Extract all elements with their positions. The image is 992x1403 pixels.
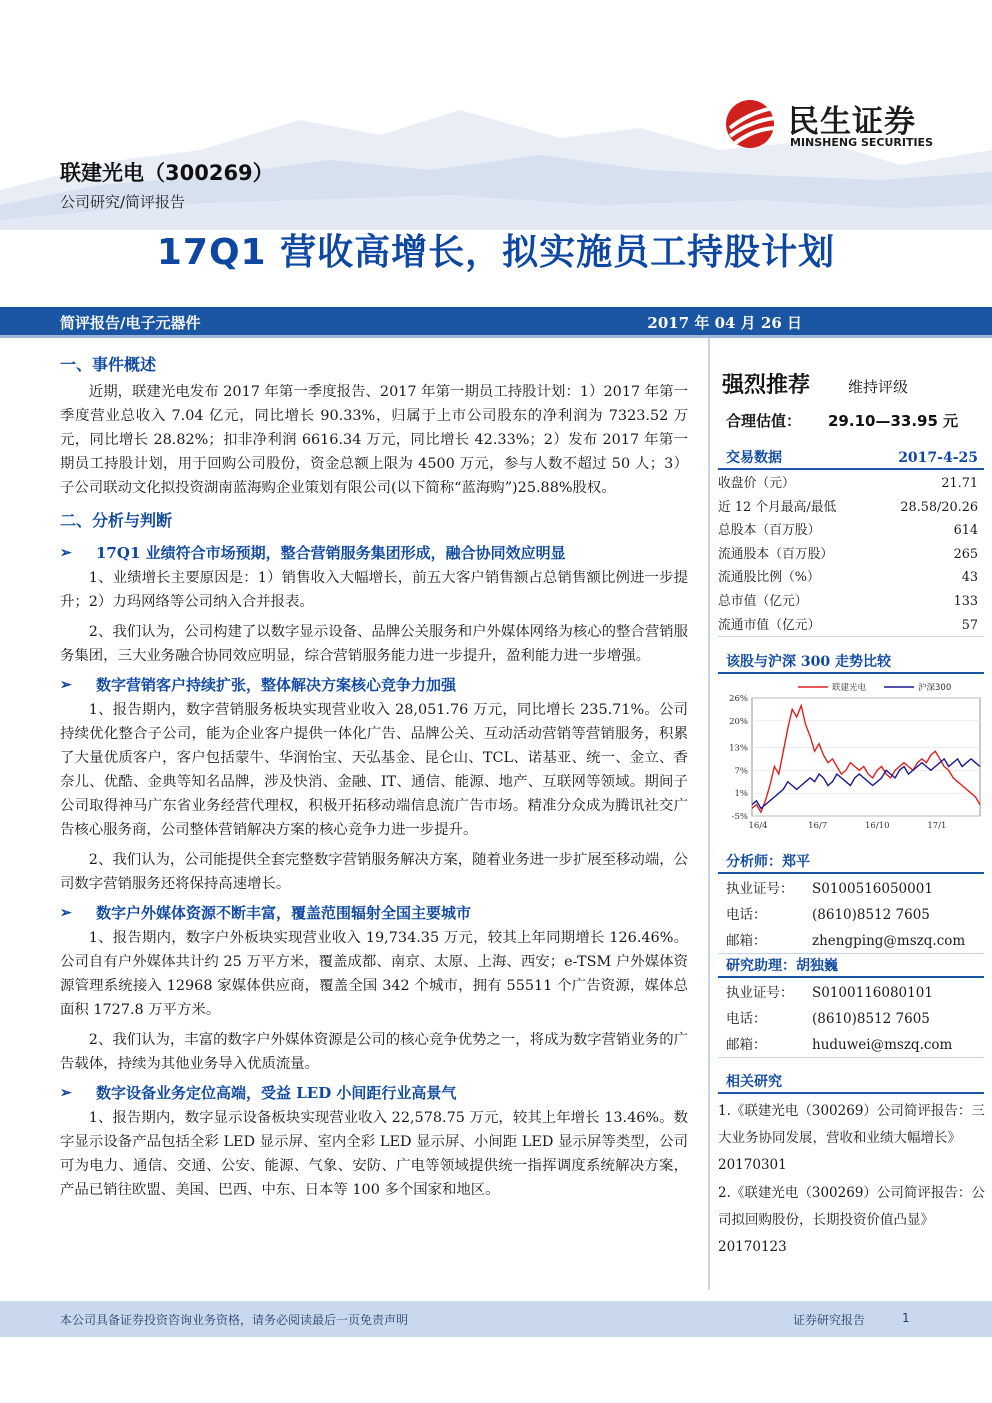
trade-row-value: 265: [953, 546, 978, 562]
analysis-paragraph: 2、我们认为，丰富的数字户外媒体资源是公司的核心竞争优势之一，将成为数字营销业务的广告载体，持续为其他业务导入优质流量。: [60, 1032, 688, 1072]
related-research-item: 1.《联建光电（300269）公司简评报告：三大业务协同发展，营收和业绩大幅增长》20170301: [718, 1103, 985, 1173]
x-tick-label: 16/7: [808, 821, 828, 831]
y-tick-label: 7%: [734, 766, 748, 777]
related-research-list: [718, 1098, 988, 1262]
analysis-paragraph: 1、报告期内，数字户外板块实现营业收入 19,734.35 万元，较其上年同期增长 126.46%。公司自有户外媒体共计约 25 万平方米，覆盖成都、南京、太原、上海、西安；e-TSM 户外媒体资源管理系统接入 12968 家媒体供应商，覆盖全国 342 个城市，拥有 55511 个广告资源，媒体总面积 1727.8 万平方米。: [60, 930, 688, 1018]
analyst-email[interactable]: zhengping@mszq.com: [812, 933, 966, 949]
price-trend-chart: [718, 678, 988, 838]
bullet-heading-text: 数字设备业务定位高端，受益 LED 小间距行业高景气: [96, 1084, 457, 1102]
sidebar: [708, 338, 990, 1290]
trade-data-header: [718, 446, 984, 470]
page-footer: [0, 1301, 992, 1337]
minsheng-logo: [722, 96, 962, 156]
analyst-title: 分析师：郑平: [726, 854, 810, 870]
analyst-row: [718, 876, 984, 902]
arrow-bullet-icon: ➢: [60, 545, 72, 561]
legend-label: 沪深300: [918, 683, 952, 693]
bullet-heading-text: 数字营销客户持续扩张，整体解决方案核心竞争力加强: [96, 676, 457, 694]
trade-row-value: 43: [961, 570, 978, 586]
series-line-index: [752, 759, 980, 809]
analyst-row-value: (8610)8512 7605: [812, 907, 930, 923]
chart-title: 该股与沪深 300 走势比较: [726, 654, 891, 670]
assistant-title: 研究助理：胡独巍: [726, 958, 838, 974]
company-title: 联建光电（300269）: [60, 161, 274, 185]
assistant-header: [718, 954, 984, 978]
section-title-analysis: 二、分析与判断: [60, 511, 173, 530]
bullet-heading: [60, 540, 688, 566]
assistant-row: [718, 1032, 984, 1058]
trade-row-value: 614: [953, 523, 978, 539]
assistant-row: [718, 1006, 984, 1032]
analyst-row-value: S0100516050001: [812, 881, 933, 897]
assistant-row-value: S0100116080101: [812, 985, 933, 1001]
y-tick-label: 26%: [729, 694, 748, 704]
bullet-heading-text: 17Q1 业绩符合市场预期，整合营销服务集团形成，融合协同效应明显: [96, 544, 566, 562]
bullet-heading: [60, 900, 688, 926]
trade-row: [718, 472, 984, 496]
y-tick-label: 13%: [729, 743, 748, 754]
trade-row-key: 近 12 个月最高/最低: [718, 499, 837, 515]
x-tick-label: 17/1: [927, 821, 947, 831]
trade-row-value: 28.58/20.26: [900, 499, 978, 515]
logo-english-name: MINSHENG SECURITIES: [790, 136, 933, 149]
trade-row: [718, 614, 984, 638]
section-title-event: 一、事件概述: [60, 355, 157, 374]
related-research-item: 2.《联建光电（300269）公司简评报告：公司拟回购股份，长期投资价值凸显》20170123: [718, 1185, 985, 1255]
analysis-paragraph: 1、报告期内，数字营销服务板块实现营业收入 28,051.76 万元，同比增长 235.71%。公司持续优化整合子公司，能为企业客户提供一体化广告、品牌公关、互动活动营销等营销服务，积累了大量优质客户，客户包括蒙牛、华润怡宝、天弘基金、昆仑山、TCL、诺基亚、统一、金立、香奈儿、优酷、金典等知名品牌，涉及快消、金融、IT、通信、能源、地产、互联网等领域。期间子公司取得神马广东省业务经营代理权，积极开拓移动端信息流广告市场。精准分众成为腾讯社交广告核心服务商，公司整体营销解决方案的核心竞争力进一步提升。: [60, 702, 688, 838]
main-column: [60, 350, 688, 1202]
x-tick-label: 16/10: [865, 821, 890, 831]
event-summary-paragraph: 近期，联建光电发布 2017 年第一季度报告、2017 年第一期员工持股计划：1）2017 年第一季度营业总收入 7.04 亿元，同比增长 90.33%，归属于上市公司股东的净利润为 7323.52 万元，同比增长 28.82%；扣非净利润 6616.34 万元，同比增长 42.33%；2）发布 2017 年第一期员工持股计划，用于回购公司股份，资金总额上限为 4500 万元，参与人数不超过 50 人；3）子公司联动文化拟投资湖南蓝海购企业策划有限公司(以下简称“蓝海购”)25.88%股权。: [60, 384, 688, 496]
rating: 强烈推荐: [722, 373, 811, 398]
trade-row-key: 总股本（百万股）: [718, 523, 821, 539]
trade-row-key: 收盘价（元）: [718, 476, 795, 491]
series-line-stock: [752, 706, 980, 813]
trade-row-value: 133: [953, 594, 978, 609]
minsheng-logo-icon: [722, 98, 782, 150]
trade-row-value: 21.71: [941, 476, 978, 491]
legend-label: 联建光电: [832, 683, 867, 693]
trade-row: [718, 496, 984, 520]
valuation-label: 合理估值：: [726, 412, 802, 430]
chart-plot-frame: [752, 698, 980, 816]
chart-header: [718, 650, 984, 674]
report-date: 2017 年 04 月 26 日: [647, 314, 802, 332]
analyst-row-key: 电话：: [726, 907, 767, 923]
valuation-value: 29.10—33.95 元: [828, 412, 959, 430]
assistant-row-key: 执业证号：: [726, 985, 794, 1001]
analyst-row: [718, 928, 984, 954]
footer-report-label: 证券研究报告: [793, 1313, 866, 1327]
rating-note: 维持评级: [848, 378, 909, 396]
y-tick-label: -5%: [731, 812, 748, 822]
trade-row-key: 流通股比例（%）: [718, 570, 820, 586]
trade-row: [718, 543, 984, 567]
related-research-title: 相关研究: [726, 1074, 782, 1090]
y-tick-label: 1%: [734, 789, 748, 800]
analysis-paragraph: 2、我们认为，公司构建了以数字显示设备、品牌公关服务和户外媒体网络为核心的整合营销服务集团，三大业务融合协同效应明显，综合营销服务能力进一步提升，盈利能力进一步增强。: [60, 624, 688, 664]
y-tick-label: 20%: [729, 716, 748, 727]
arrow-bullet-icon: ➢: [60, 905, 72, 921]
analyst-row-key: 执业证号：: [726, 881, 794, 897]
bullet-heading: [60, 1080, 688, 1106]
trade-row-key: 流通市值（亿元）: [718, 617, 821, 633]
trade-row: [718, 519, 984, 543]
analysis-paragraph: 1、业绩增长主要原因是：1）销售收入大幅增长，前五大客户销售额占总销售额比例进一步提升；2）力玛网络等公司纳入合并报表。: [60, 570, 688, 610]
trade-row-value: 57: [961, 617, 978, 633]
assistant-row-key: 邮箱：: [726, 1037, 767, 1053]
trade-data-date: 2017-4-25: [898, 450, 978, 466]
report-category: 简评报告/电子元器件: [60, 314, 201, 332]
trade-row: [718, 566, 984, 590]
trade-row-key: 流通股本（百万股）: [718, 546, 834, 562]
trade-row-key: 总市值（亿元）: [718, 594, 808, 609]
analysis-paragraph: 1、报告期内，数字显示设备板块实现营业收入 22,578.75 万元，较其上年增长 13.46%。数字显示设备产品包括全彩 LED 显示屏、室内全彩 LED 显示屏、小间距 LED 显示屏等类型，公司可为电力、通信、交通、公安、能源、气象、安防、广电等领域提供统一指挥调度系统解决方案，产品已销往欧盟、美国、巴西、中东、日本等 100 多个国家和地区。: [60, 1110, 688, 1198]
report-headline: 17Q1 营收高增长，拟实施员工持股计划: [156, 232, 836, 273]
analyst-row: [718, 902, 984, 928]
footer-disclaimer: 本公司具备证券投资咨询业务资格，请务必阅读最后一页免责声明: [60, 1313, 409, 1327]
analysis-paragraph: 2、我们认为，公司能提供全套完整数字营销服务解决方案，随着业务进一步扩展至移动端，公司数字营销服务还将保持高速增长。: [60, 852, 688, 892]
assistant-email[interactable]: huduwei@mszq.com: [812, 1037, 953, 1053]
related-research-header: [718, 1070, 984, 1094]
trade-data-title: 交易数据: [726, 450, 782, 466]
trade-row: [718, 590, 984, 614]
bullet-heading: [60, 672, 688, 698]
report-type: 公司研究/简评报告: [60, 193, 186, 211]
assistant-row-value: (8610)8512 7605: [812, 1011, 930, 1027]
assistant-row: [718, 980, 984, 1006]
category-bar: [0, 307, 992, 338]
page-number: 1: [902, 1311, 910, 1325]
logo-chinese-name: 民生证券: [788, 104, 916, 140]
analyst-row-key: 邮箱：: [726, 933, 767, 949]
arrow-bullet-icon: ➢: [60, 677, 72, 693]
assistant-row-key: 电话：: [726, 1011, 767, 1027]
x-tick-label: 16/4: [748, 821, 768, 831]
bullet-heading-text: 数字户外媒体资源不断丰富，覆盖范围辐射全国主要城市: [96, 904, 472, 922]
arrow-bullet-icon: ➢: [60, 1085, 72, 1101]
analyst-header: [718, 850, 984, 874]
